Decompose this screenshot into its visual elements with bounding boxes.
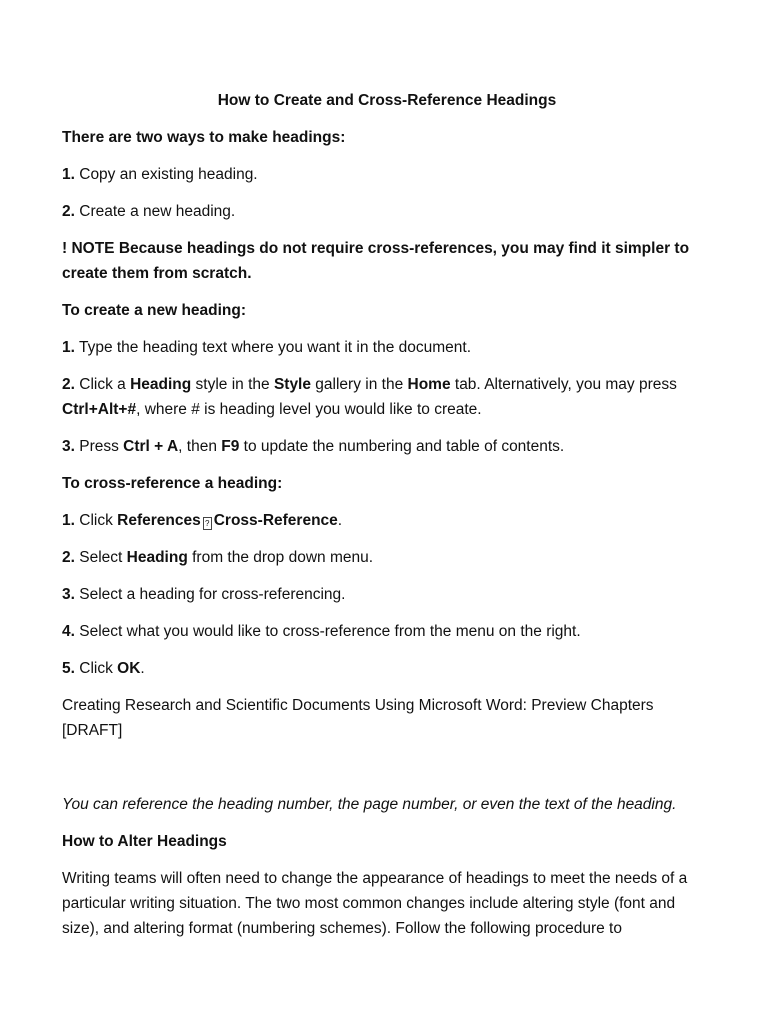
step-number: 3.	[62, 438, 75, 455]
list-item	[62, 372, 712, 422]
step-keyword: Home	[407, 376, 451, 393]
step-text: Click a	[74, 376, 131, 393]
step-keyword: Heading	[130, 376, 192, 393]
step-number: 1.	[62, 166, 75, 183]
step-text: Type the heading text where you want it in the document.	[74, 339, 472, 356]
step-text: tab. Alternatively, you may press	[450, 376, 677, 393]
body-paragraph: Writing teams will often need to change the appearance of headings to meet the needs of a particular writing situation. The two most common changes include altering style (font and size), and altering format (numbering schemes). Follow the following procedure to	[62, 870, 688, 937]
section-heading-create: To create a new heading:	[62, 302, 247, 319]
intro-text: There are two ways to make headings:	[62, 129, 346, 146]
step-number: 3.	[62, 586, 75, 603]
page-footer-text: Creating Research and Scientific Documents Using Microsoft Word: Preview Chapters [DRAFT]	[62, 697, 654, 739]
step-number: 1.	[62, 339, 75, 356]
step-text: Select	[74, 549, 127, 566]
step-number: 2.	[62, 376, 75, 393]
section-heading-xref: To cross-reference a heading:	[62, 475, 283, 492]
step-text: Select what you would like to cross-reference from the menu on the right.	[74, 623, 581, 640]
list-item	[62, 508, 712, 533]
page-break-gap	[62, 755, 712, 792]
step-keyword: Ctrl + A	[123, 438, 179, 455]
step-keyword: Cross-Reference	[213, 512, 338, 529]
step-text: gallery in the	[311, 376, 408, 393]
step-text: , where # is heading level you would like to create.	[136, 401, 482, 418]
step-number: 5.	[62, 660, 75, 677]
list-item	[62, 335, 712, 360]
step-text: Select a heading for cross-referencing.	[74, 586, 346, 603]
document-page	[62, 88, 712, 953]
list-item	[62, 434, 712, 459]
list-item	[62, 545, 712, 570]
step-text: Click	[74, 512, 118, 529]
step-keyword: OK	[117, 660, 141, 677]
step-text: Press	[74, 438, 124, 455]
step-number: 1.	[62, 512, 75, 529]
step-text: , then	[178, 438, 222, 455]
step-text: Click	[74, 660, 118, 677]
step-text: style in the	[191, 376, 274, 393]
list-item	[62, 582, 712, 607]
step-text: Create a new heading.	[74, 203, 236, 220]
step-number: 4.	[62, 623, 75, 640]
step-keyword: F9	[221, 438, 240, 455]
list-item	[62, 162, 712, 187]
step-keyword: References	[117, 512, 201, 529]
section-heading-alter: How to Alter Headings	[62, 833, 227, 850]
step-text: .	[140, 660, 145, 677]
step-number: 2.	[62, 549, 75, 566]
step-number: 2.	[62, 203, 75, 220]
step-text: to update the numbering and table of contents.	[239, 438, 565, 455]
step-text: Copy an existing heading.	[74, 166, 258, 183]
step-keyword: Heading	[126, 549, 188, 566]
step-keyword: Ctrl+Alt+#	[62, 401, 137, 418]
step-text: .	[337, 512, 343, 529]
list-item	[62, 619, 712, 644]
list-item	[62, 199, 712, 224]
list-item	[62, 656, 712, 681]
note-text: ! NOTE Because headings do not require cross-references, you may find it simpler to create them from scratch.	[62, 240, 690, 282]
italic-note: You can reference the heading number, the page number, or even the text of the heading.	[62, 796, 677, 813]
step-keyword: Style	[273, 376, 311, 393]
step-text: from the drop down menu.	[187, 549, 374, 566]
document-title: How to Create and Cross-Reference Headings	[217, 92, 557, 109]
missing-glyph-icon: ?	[203, 517, 212, 530]
